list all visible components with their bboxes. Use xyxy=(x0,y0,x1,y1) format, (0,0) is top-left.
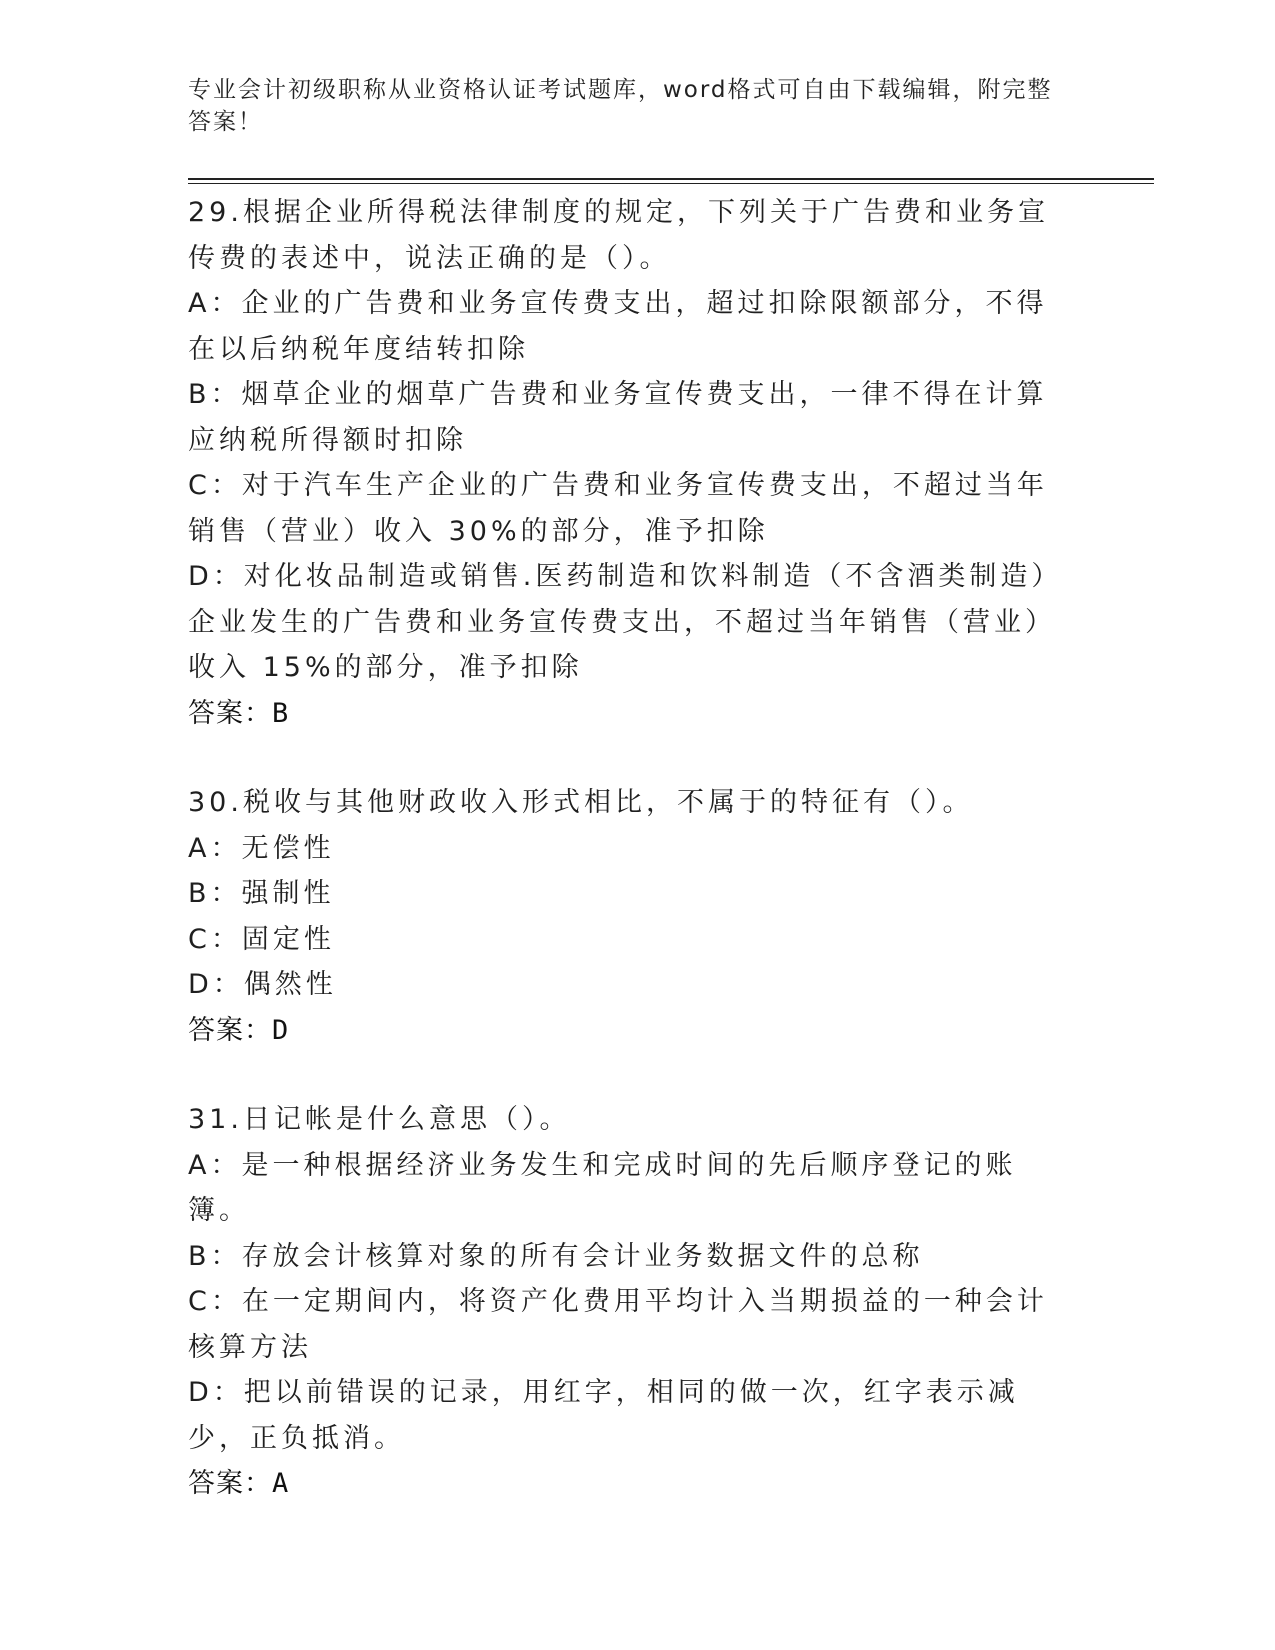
option-b: B：烟草企业的烟草广告费和业务宣传费支出，一律不得在计算应纳税所得额时扣除 xyxy=(188,379,1048,456)
question-30 xyxy=(188,780,1078,1053)
option-c: C：对于汽车生产企业的广告费和业务宣传费支出，不超过当年销售（营业）收入 30%的部分，准予扣除 xyxy=(188,470,1048,547)
answer: 答案：A xyxy=(188,1468,290,1499)
question-list xyxy=(188,190,1078,1551)
header-divider-top xyxy=(188,178,1154,180)
question-31 xyxy=(188,1097,1078,1507)
option-a: A：无偿性 xyxy=(188,832,335,864)
option-c: C：固定性 xyxy=(188,923,335,955)
option-d: D：把以前错误的记录，用红字，相同的做一次，红字表示减少，正负抵消。 xyxy=(188,1377,1019,1454)
option-a: A：是一种根据经济业务发生和完成时间的先后顺序登记的账簿。 xyxy=(188,1149,1017,1226)
option-d: D：偶然性 xyxy=(188,969,337,1000)
option-c: C：在一定期间内，将资产化费用平均计入当期损益的一种会计核算方法 xyxy=(188,1286,1048,1363)
page-header: 专业会计初级职称从业资格认证考试题库，word格式可自由下载编辑，附完整答案！ xyxy=(188,77,1053,135)
option-b: B：存放会计核算对象的所有会计业务数据文件的总称 xyxy=(188,1240,924,1272)
question-stem: 30.税收与其他财政收入形式相比，不属于的特征有（）。 xyxy=(188,787,974,818)
question-29 xyxy=(188,190,1078,736)
question-stem: 29.根据企业所得税法律制度的规定，下列关于广告费和业务宣传费的表述中，说法正确的是（）。 xyxy=(188,197,1049,274)
option-a: A：企业的广告费和业务宣传费支出，超过扣除限额部分，不得在以后纳税年度结转扣除 xyxy=(188,288,1048,365)
answer: 答案：D xyxy=(188,1014,290,1046)
header-divider-bottom xyxy=(188,183,1154,184)
answer: 答案：B xyxy=(188,697,290,729)
option-d: D：对化妆品制造或销售.医药制造和饮料制造（不含酒类制造）企业发生的广告费和业务宣传费支出，不超过当年销售（营业）收入 15%的部分，准予扣除 xyxy=(188,561,1063,683)
option-b: B：强制性 xyxy=(188,878,335,909)
question-stem: 31.日记帐是什么意思（）。 xyxy=(188,1104,571,1135)
